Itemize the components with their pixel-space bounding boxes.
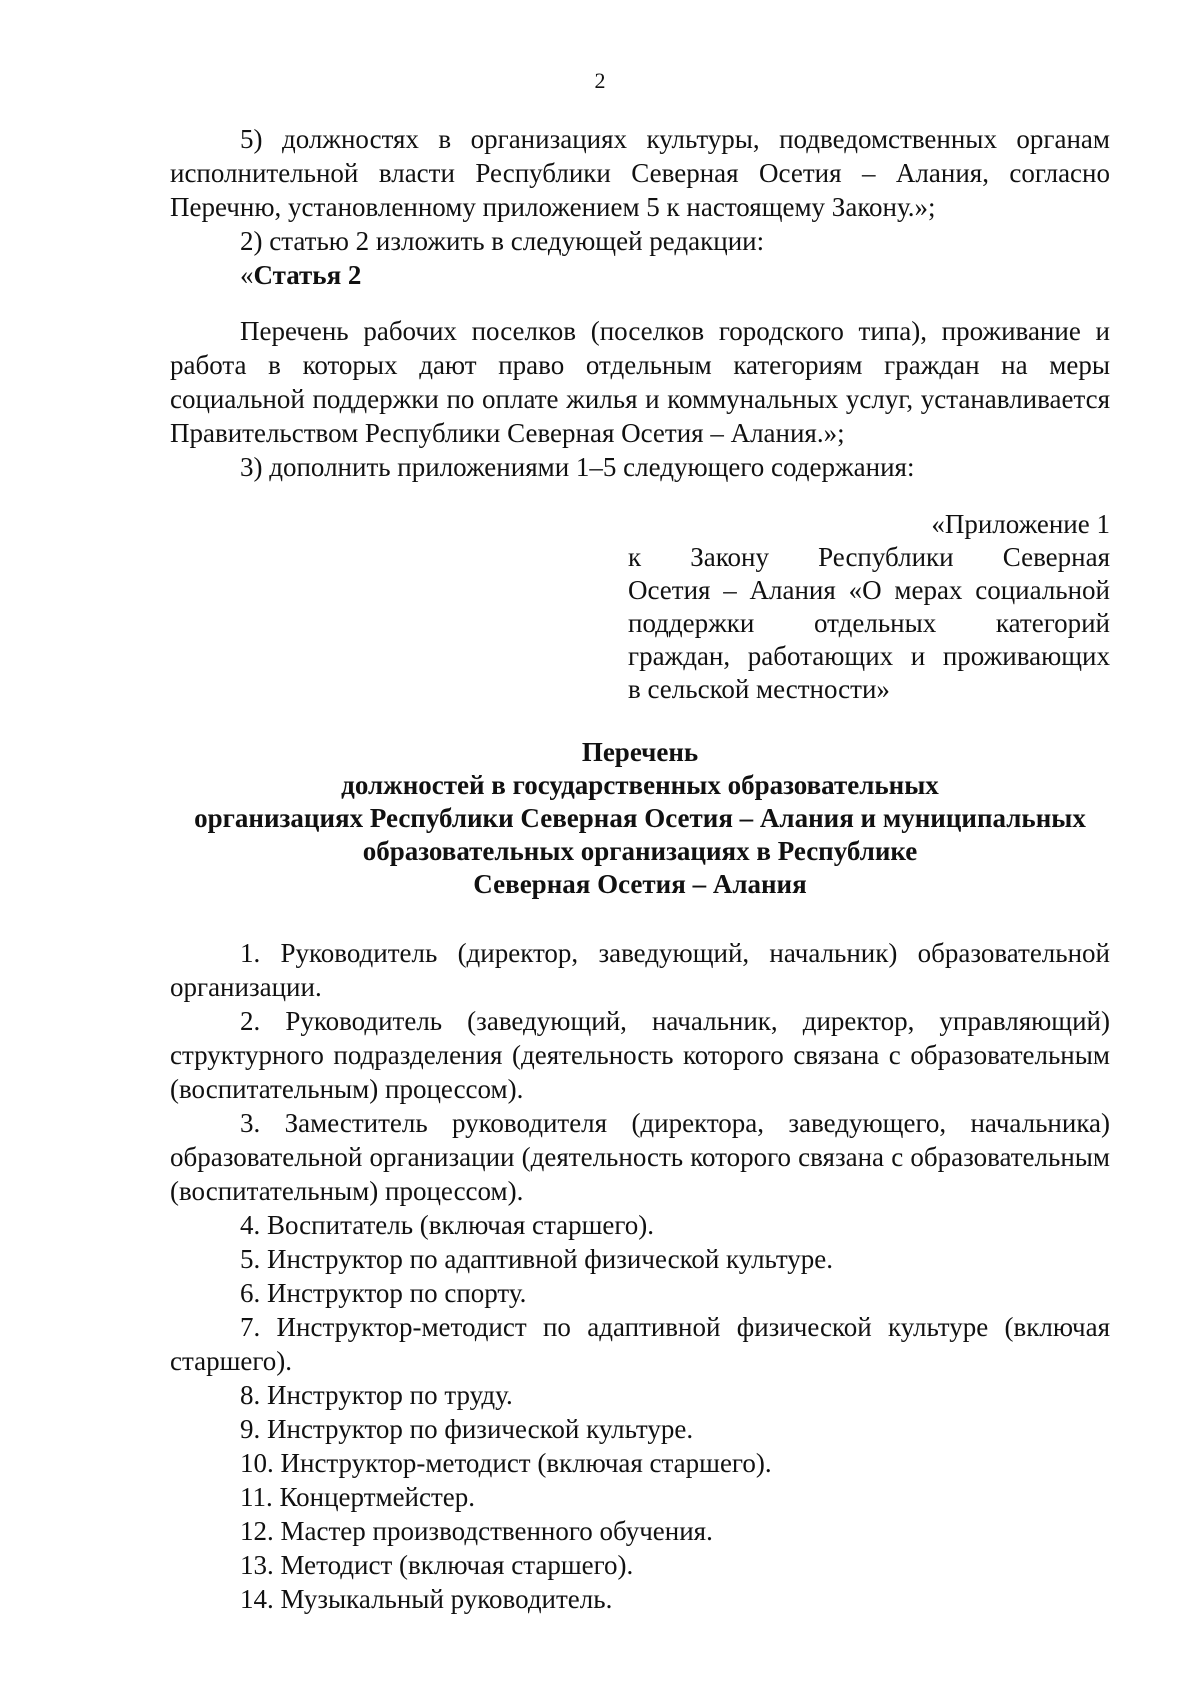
list-item: 7. Инструктор-методист по адаптивной физической культуре (включая старшего). <box>170 1312 1110 1376</box>
paragraph-add-appendices: 3) дополнить приложениями 1–5 следующего содержания: <box>240 452 915 482</box>
list-item: 13. Методист (включая старшего). <box>240 1550 634 1580</box>
list-item: 14. Музыкальный руководитель. <box>240 1584 613 1614</box>
list-item: 12. Мастер производственного обучения. <box>240 1516 713 1546</box>
list-item: 5. Инструктор по адаптивной физической культуре. <box>240 1244 834 1274</box>
appendix-ref-line: граждан, работающих и проживающих <box>628 641 1110 671</box>
list-title-line: должностей в государственных образовательных <box>341 770 939 800</box>
list-item: 4. Воспитатель (включая старшего). <box>240 1210 655 1240</box>
appendix-ref-line: Осетия – Алания «О мерах социальной <box>628 575 1110 605</box>
appendix-reference <box>628 508 1110 706</box>
list-item: 3. Заместитель руководителя (директора, заведующего, начальника) образовательной организации (деятельность которого связана с образовательным (воспитательным) процессом). <box>170 1108 1110 1206</box>
list-item: 1. Руководитель (директор, заведующий, начальник) образовательной организации. <box>170 938 1110 1002</box>
article-heading <box>170 258 1110 292</box>
amendment-text-middle <box>170 314 1110 484</box>
list-item: 10. Инструктор-методист (включая старшего). <box>240 1448 772 1478</box>
list-title-line: Северная Осетия – Алания <box>473 869 807 899</box>
list-item: 2. Руководитель (заведующий, начальник, директор, управляющий) структурного подразделения (деятельность которого связана с образовательным (воспитательным) процессом). <box>170 1006 1110 1104</box>
paragraph-amend-article-2: 2) статью 2 изложить в следующей редакции: <box>240 226 765 256</box>
article-heading-quote: « <box>240 260 254 290</box>
appendix-title: «Приложение 1 <box>931 509 1110 539</box>
list-title <box>170 736 1110 901</box>
appendix-ref-line: в сельской местности» <box>628 674 890 704</box>
page-number: 2 <box>594 68 606 93</box>
list-title-line: Перечень <box>581 737 699 767</box>
positions-list <box>170 936 1110 1616</box>
list-item: 8. Инструктор по труду. <box>240 1380 513 1410</box>
paragraph-item-5: 5) должностях в организациях культуры, подведомственных органам исполнительной власти Республики Северная Осетия – Алания, согласно Перечню, установленному приложением 5 к настоящему Закону.»; <box>170 124 1110 222</box>
paragraph-article-2-text: Перечень рабочих поселков (поселков городского типа), проживание и работа в которых дают право отдельным категориям граждан на меры социальной поддержки по оплате жилья и коммунальных услуг, устанавливается Правительством Республики Северная Осетия – Алания.»; <box>170 316 1110 448</box>
appendix-ref-line: к Закону Республики Северная <box>628 542 1110 572</box>
list-item: 11. Концертмейстер. <box>240 1482 476 1512</box>
list-title-line: образовательных организациях в Республике <box>362 836 918 866</box>
article-heading-title: Статья 2 <box>253 260 362 290</box>
list-item: 6. Инструктор по спорту. <box>240 1278 527 1308</box>
list-item: 9. Инструктор по физической культуре. <box>240 1414 694 1444</box>
amendment-text-top <box>170 122 1110 292</box>
appendix-ref-line: поддержки отдельных категорий <box>628 608 1110 638</box>
list-title-line: организациях Республики Северная Осетия – Алания и муниципальных <box>194 803 1086 833</box>
